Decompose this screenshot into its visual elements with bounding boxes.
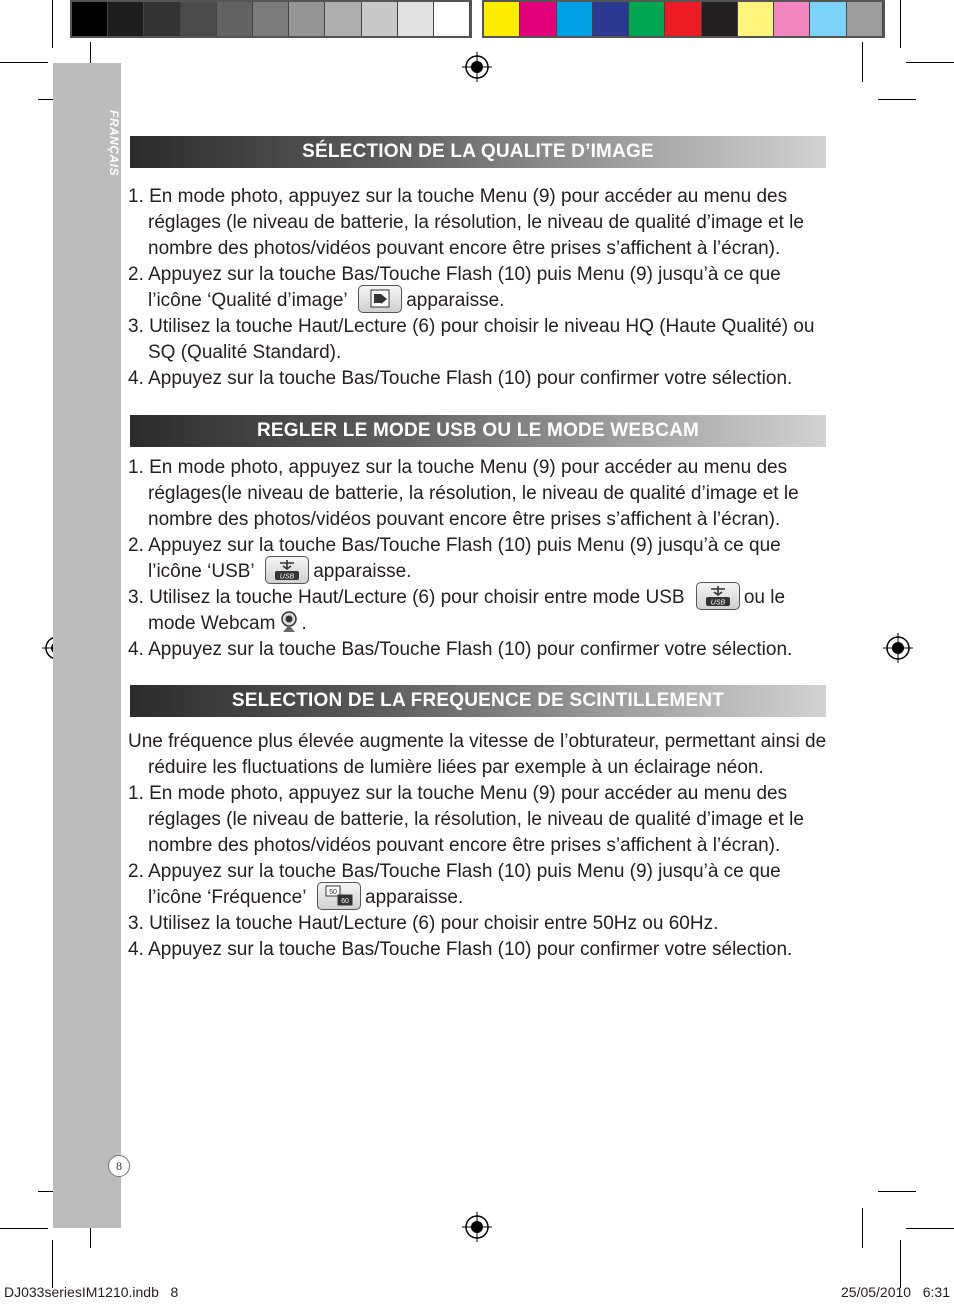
footer-timestamp: 25/05/2010 6:31 bbox=[841, 1284, 950, 1300]
color-swatch bbox=[847, 2, 883, 36]
list-item: 3. Utilisez la touche Haut/Lecture (6) pour choisir entre 50Hz ou 60Hz. bbox=[128, 913, 719, 934]
color-swatch bbox=[398, 2, 434, 36]
list-item-text: 2. Appuyez sur la touche Bas/Touche Flash (10) puis Menu (9) jusqu’à ce que l’icône ‘Fréquence’ bbox=[128, 861, 781, 908]
webcam-icon bbox=[277, 610, 301, 634]
list-item-text: apparaisse. bbox=[313, 561, 412, 582]
color-swatch bbox=[593, 2, 629, 36]
crop-mark bbox=[878, 1191, 916, 1192]
color-swatch bbox=[665, 2, 701, 36]
color-swatch bbox=[289, 2, 325, 36]
color-swatch bbox=[325, 2, 361, 36]
color-calibration-strip bbox=[482, 0, 885, 38]
list-item-text: ou le mode Webcam bbox=[148, 587, 786, 634]
color-swatch bbox=[629, 2, 665, 36]
svg-text:USB: USB bbox=[710, 599, 726, 607]
section-header-flicker-frequency: SELECTION DE LA FREQUENCE DE SCINTILLEMENT bbox=[130, 685, 826, 717]
color-swatch bbox=[144, 2, 180, 36]
color-swatch bbox=[217, 2, 253, 36]
list-item-text: . bbox=[301, 613, 307, 634]
registration-mark-icon bbox=[462, 52, 492, 82]
list-item-text: 2. Appuyez sur la touche Bas/Touche Flash (10) puis Menu (9) jusqu’à ce que l’icône ‘Qualité d’image’ bbox=[128, 264, 781, 311]
crop-mark bbox=[906, 1228, 954, 1229]
language-label: FRANÇAIS bbox=[107, 110, 121, 176]
crop-mark bbox=[900, 1240, 901, 1288]
list-item bbox=[128, 533, 828, 585]
color-swatch bbox=[484, 2, 520, 36]
crop-mark bbox=[862, 1208, 863, 1248]
list-item: 4. Appuyez sur la touche Bas/Touche Flash (10) pour confirmer votre sélection. bbox=[128, 939, 793, 960]
color-swatch bbox=[108, 2, 144, 36]
list-item: 1. En mode photo, appuyez sur la touche Menu (9) pour accéder au menu des réglages (le niveau de batterie, la résolution, le niveau de qualité d’image et le nombre des photos/vidéos pouvant encore être prises s’affichent à l’écran). bbox=[128, 186, 804, 259]
crop-mark bbox=[878, 99, 916, 100]
list-item bbox=[128, 262, 828, 314]
crop-mark bbox=[0, 1228, 48, 1229]
intro-paragraph: Une fréquence plus élevée augmente la vitesse de l’obturateur, permettant ainsi de réduire les fluctuations de lumière liées par exemple à un éclairage néon. bbox=[128, 731, 827, 778]
registration-mark-icon bbox=[462, 1212, 492, 1242]
color-swatch bbox=[702, 2, 738, 36]
color-swatch bbox=[72, 2, 108, 36]
list-item: 1. En mode photo, appuyez sur la touche Menu (9) pour accéder au menu des réglages(le niveau de batterie, la résolution, le niveau de qualité d’image et le nombre des photos/vidéos pouvant encore être prises s’affichent à l’écran). bbox=[128, 457, 799, 530]
list-item: 1. En mode photo, appuyez sur la touche Menu (9) pour accéder au menu des réglages (le niveau de batterie, la résolution, le niveau de qualité d’image et le nombre des photos/vidéos pouvant encore être prises s’affichent à l’écran). bbox=[128, 783, 804, 856]
color-swatch bbox=[738, 2, 774, 36]
list-item bbox=[128, 585, 828, 637]
color-swatch bbox=[181, 2, 217, 36]
side-margin-bar bbox=[53, 63, 121, 1228]
crop-mark bbox=[0, 62, 48, 63]
color-swatch bbox=[434, 2, 470, 36]
gray-calibration-strip bbox=[70, 0, 472, 38]
color-swatch bbox=[557, 2, 593, 36]
image-quality-icon bbox=[358, 285, 402, 313]
list-item: 4. Appuyez sur la touche Bas/Touche Flash (10) pour confirmer votre sélection. bbox=[128, 639, 793, 660]
crop-mark bbox=[900, 0, 901, 48]
usb-icon bbox=[265, 556, 309, 584]
list-item-text: 2. Appuyez sur la touche Bas/Touche Flash (10) puis Menu (9) jusqu’à ce que l’icône ‘USB’ bbox=[128, 535, 781, 582]
crop-mark bbox=[906, 62, 954, 63]
section-header-image-quality: SÉLECTION DE LA QUALITE D’IMAGE bbox=[130, 136, 826, 168]
crop-mark bbox=[862, 42, 863, 82]
color-swatch bbox=[362, 2, 398, 36]
footer-filename: DJ033seriesIM1210.indb 8 bbox=[4, 1284, 179, 1300]
list-item-text: apparaisse. bbox=[406, 290, 505, 311]
color-swatch bbox=[520, 2, 556, 36]
page-number: 8 bbox=[108, 1155, 130, 1177]
list-item bbox=[128, 859, 828, 911]
list-item: 4. Appuyez sur la touche Bas/Touche Flash (10) pour confirmer votre sélection. bbox=[128, 368, 793, 389]
frequency-icon bbox=[317, 882, 361, 910]
svg-text:50: 50 bbox=[329, 888, 337, 896]
list-item-text: apparaisse. bbox=[365, 887, 464, 908]
color-swatch bbox=[774, 2, 810, 36]
list-item: 3. Utilisez la touche Haut/Lecture (6) pour choisir le niveau HQ (Haute Qualité) ou SQ (Qualité Standard). bbox=[128, 316, 815, 363]
crop-mark bbox=[52, 1240, 53, 1288]
registration-mark-icon bbox=[883, 633, 913, 663]
usb-icon bbox=[696, 582, 740, 610]
color-swatch bbox=[810, 2, 846, 36]
list-item-text: 3. Utilisez la touche Haut/Lecture (6) pour choisir entre mode USB bbox=[128, 587, 685, 608]
svg-text:60: 60 bbox=[341, 897, 349, 905]
color-swatch bbox=[253, 2, 289, 36]
section-header-usb-webcam: REGLER LE MODE USB OU LE MODE WEBCAM bbox=[130, 415, 826, 447]
svg-text:USB: USB bbox=[280, 573, 295, 581]
crop-mark bbox=[52, 0, 53, 48]
